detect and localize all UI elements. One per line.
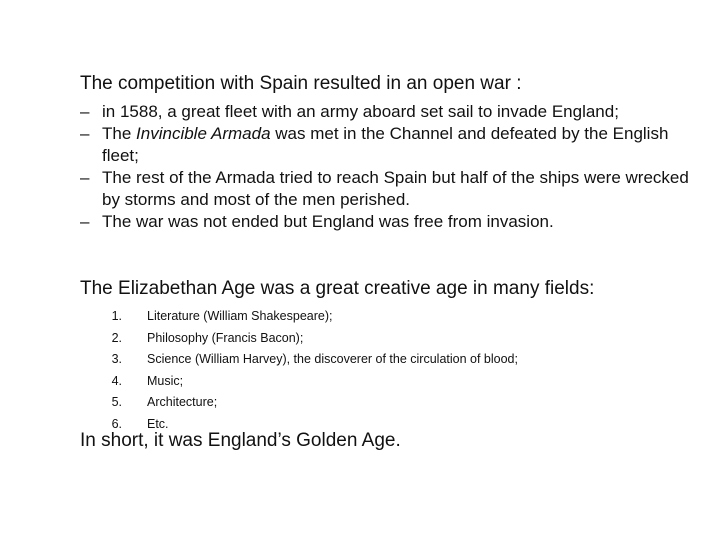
section-heading-elizabethan-age: The Elizabethan Age was a great creative age in many fields: <box>80 278 595 299</box>
bullet-text: The <box>102 124 137 143</box>
closing-statement: In short, it was England’s Golden Age. <box>80 430 401 451</box>
item-text: Science (William Harvey), the discoverer of the circulation of blood; <box>147 352 518 366</box>
item-text: Music; <box>147 373 184 388</box>
item-text: Philosophy (Francis Bacon); <box>147 330 304 345</box>
dash-marker: – <box>80 212 90 231</box>
item-number: 5. <box>111 395 122 409</box>
bullet-text: was met in the Channel and defeated by the English fleet; <box>102 124 669 165</box>
list-item <box>80 328 518 350</box>
list-item <box>80 392 518 414</box>
section-heading-war: The competition with Spain resulted in an open war : <box>80 73 522 94</box>
list-item <box>80 371 518 393</box>
bullet-text: in 1588, a great fleet with an army aboard set sail to invade England; <box>102 102 619 121</box>
war-bullet-list <box>80 101 700 233</box>
item-number: 4. <box>111 373 122 388</box>
list-item <box>80 306 518 328</box>
bullet-text: The rest of the Armada tried to reach Spain but half of the ships were wrecked by storms and most of the men perished. <box>102 168 689 209</box>
dash-marker: – <box>80 168 90 187</box>
list-item <box>80 167 700 211</box>
item-text: Literature (William Shakespeare); <box>147 309 333 323</box>
list-item <box>80 211 700 233</box>
list-item <box>80 123 700 167</box>
fields-numbered-list <box>80 306 518 435</box>
item-number: 6. <box>111 416 122 431</box>
item-text: Etc. <box>147 416 169 431</box>
item-number: 1. <box>111 309 122 323</box>
list-item <box>80 349 518 371</box>
dash-marker: – <box>80 102 90 121</box>
dash-marker: – <box>80 124 90 143</box>
item-text: Architecture; <box>147 395 218 409</box>
list-item <box>80 101 700 123</box>
bullet-emphasis: Invincible Armada <box>136 124 271 143</box>
bullet-text: The war was not ended but England was free from invasion. <box>102 212 554 231</box>
item-number: 2. <box>111 330 122 345</box>
item-number: 3. <box>111 352 122 366</box>
